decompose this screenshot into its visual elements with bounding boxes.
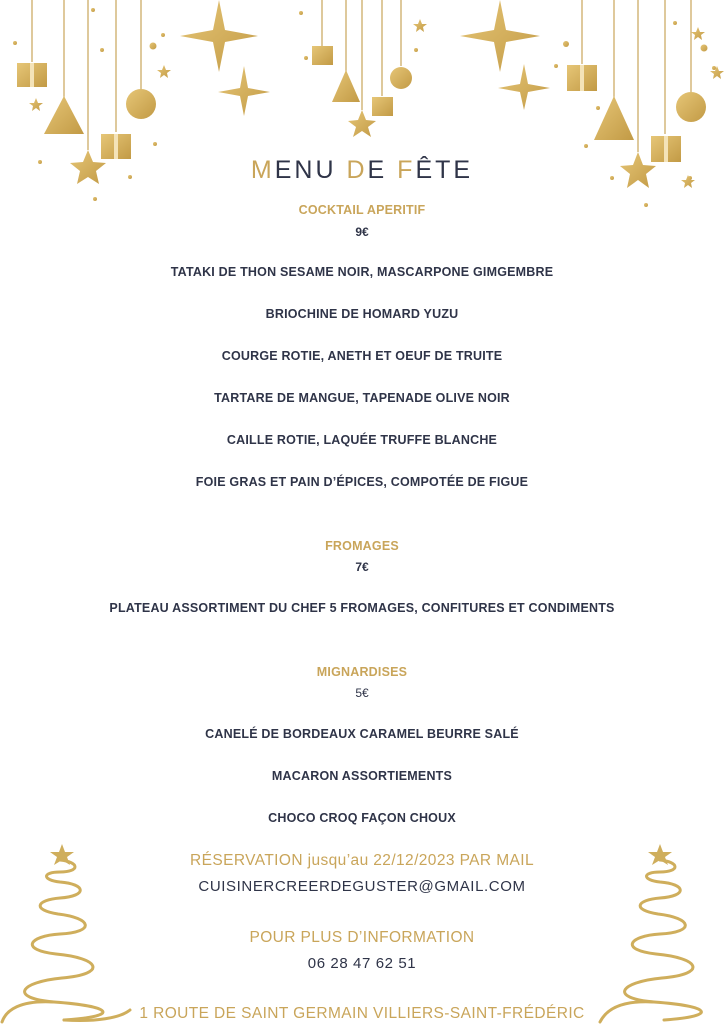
- dish-item: TARTARE DE MANGUE, TAPENADE OLIVE NOIR: [214, 391, 510, 405]
- dish-item: BRIOCHINE DE HOMARD YUZU: [265, 307, 459, 321]
- dish-item: PLATEAU ASSORTIMENT DU CHEF 5 FROMAGES, CONFITURES ET CONDIMENTS: [109, 601, 615, 615]
- section-price-fromages: 7€: [355, 560, 369, 574]
- sparkle-icon: [218, 66, 270, 116]
- bauble-icon: [676, 92, 706, 122]
- dish-item: MACARON ASSORTIEMENTS: [271, 769, 453, 783]
- bauble-icon: [390, 67, 412, 89]
- title-initial: D: [346, 156, 368, 184]
- reservation-notice: RÉSERVATION jusqu’au 22/12/2023 PAR MAIL: [190, 852, 534, 869]
- dish-item: COURGE ROTIE, ANETH ET OEUF DE TRUITE: [221, 349, 503, 363]
- title-initial: F: [397, 156, 416, 184]
- contact-phone: 06 28 47 62 51: [307, 955, 417, 972]
- dish-item: FOIE GRAS ET PAIN D’ÉPICES, COMPOTÉE DE FIGUE: [195, 475, 529, 489]
- section-heading-fromages: FROMAGES: [325, 539, 399, 553]
- bauble-icon: [126, 89, 156, 119]
- dish-item: CHOCO CROQ FAÇON CHOUX: [268, 811, 456, 825]
- tree-icon: [44, 96, 84, 134]
- title-initial: M: [250, 156, 275, 184]
- title-word: ÊTE: [415, 156, 474, 184]
- address: 1 ROUTE DE SAINT GERMAIN VILLIERS-SAINT-FRÉDÉRIC: [139, 1005, 585, 1022]
- star-icon: [348, 110, 376, 137]
- tree-icon: [594, 96, 634, 140]
- info-label: POUR PLUS D’INFORMATION: [249, 929, 475, 946]
- menu-title: [0, 156, 724, 185]
- tree-icon: [332, 70, 360, 102]
- title-word: ENU: [274, 156, 347, 184]
- section-heading-mignardises: MIGNARDISES: [316, 665, 408, 679]
- sparkle-icon: [460, 0, 540, 72]
- gift-icon: [372, 97, 393, 116]
- dish-item: CAILLE ROTIE, LAQUÉE TRUFFE BLANCHE: [226, 433, 498, 447]
- section-price-mignardises: 5€: [355, 686, 369, 700]
- sparkle-icon: [498, 64, 550, 110]
- sparkle-icon: [180, 0, 258, 72]
- gift-icon: [312, 46, 333, 65]
- section-price-aperitif: 9€: [355, 225, 369, 239]
- dish-item: CANELÉ DE BORDEAUX CARAMEL BEURRE SALÉ: [205, 727, 519, 741]
- title-word: E: [367, 156, 398, 184]
- dish-item: TATAKI DE THON SESAME NOIR, MASCARPONE GIMGEMBRE: [170, 265, 554, 279]
- section-heading-aperitif: COCKTAIL APERITIF: [298, 203, 426, 217]
- contact-email: CUISINERCREERDEGUSTER@GMAIL.COM: [198, 878, 526, 895]
